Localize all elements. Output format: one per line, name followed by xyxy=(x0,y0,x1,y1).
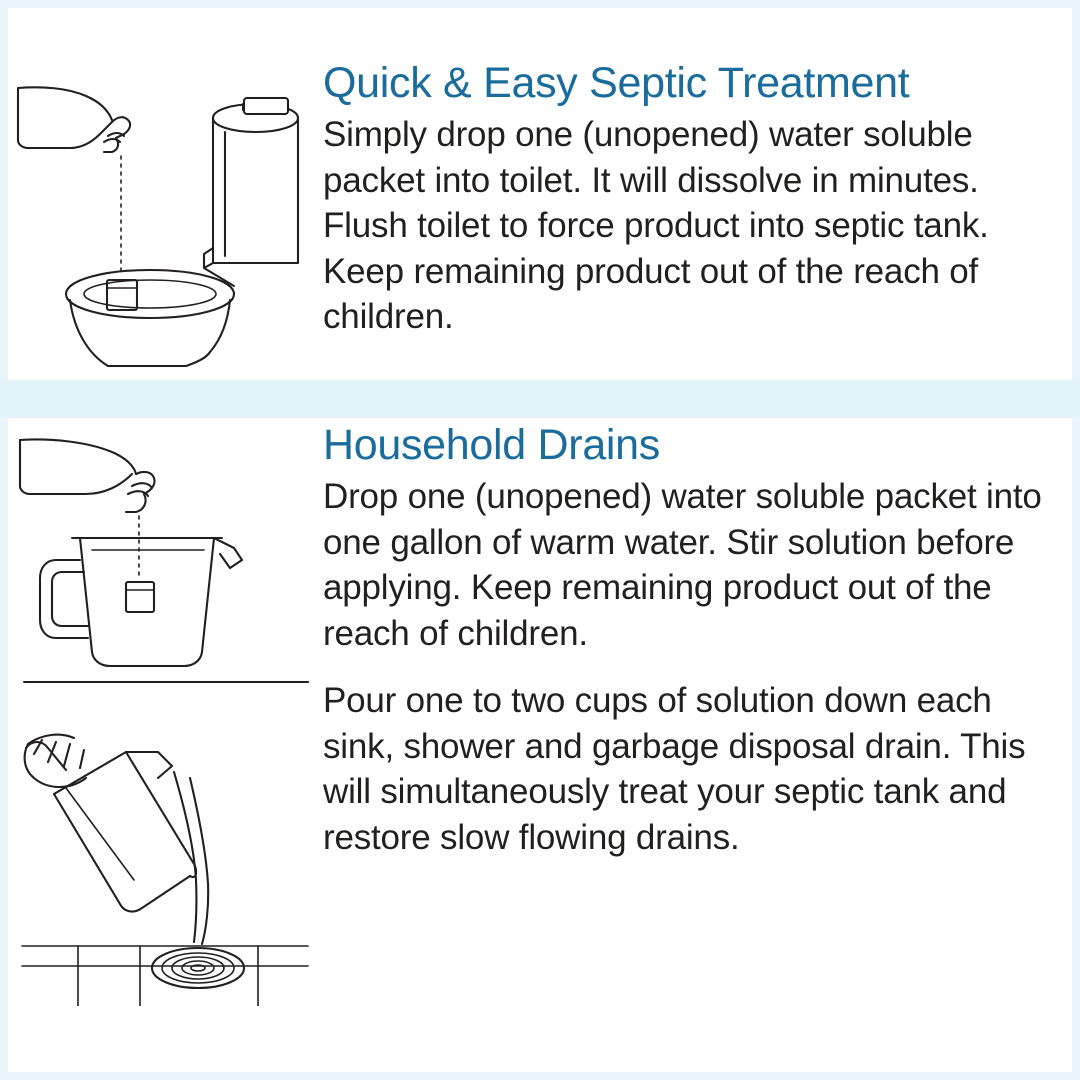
drains-paragraph-2: Pour one to two cups of solution down each sink, shower and garbage disposal drain. This will simultaneously treat your septic tank and restore slow flowing drains. xyxy=(323,681,1026,857)
hand-dropping-packet-into-pitcher-icon xyxy=(8,420,323,710)
section-divider xyxy=(0,380,1080,418)
drains-paragraph-1: Drop one (unopened) water soluble packet into one gallon of warm water. Stir solution before applying. Keep remaining product out of the reach of children. xyxy=(323,477,1042,653)
drains-heading: Household Drains xyxy=(323,421,660,469)
drains-illustrations xyxy=(8,420,323,1020)
toilet-packet-illustration xyxy=(8,58,323,378)
drains-copy xyxy=(323,420,1072,1020)
pitcher-pouring-into-drain-icon xyxy=(8,716,323,1006)
septic-paragraph-1: Simply drop one (unopened) water soluble packet into toilet. It will dissolve in minutes. Flush toilet to force product into septic tank. Keep remaining product out of the reach of children. xyxy=(323,115,989,336)
section-household-drains xyxy=(8,420,1072,1020)
section-septic xyxy=(8,58,1072,378)
septic-heading: Quick & Easy Septic Treatment xyxy=(323,59,910,107)
septic-copy xyxy=(323,58,1072,378)
hand-dropping-packet-into-toilet-icon xyxy=(8,58,323,368)
